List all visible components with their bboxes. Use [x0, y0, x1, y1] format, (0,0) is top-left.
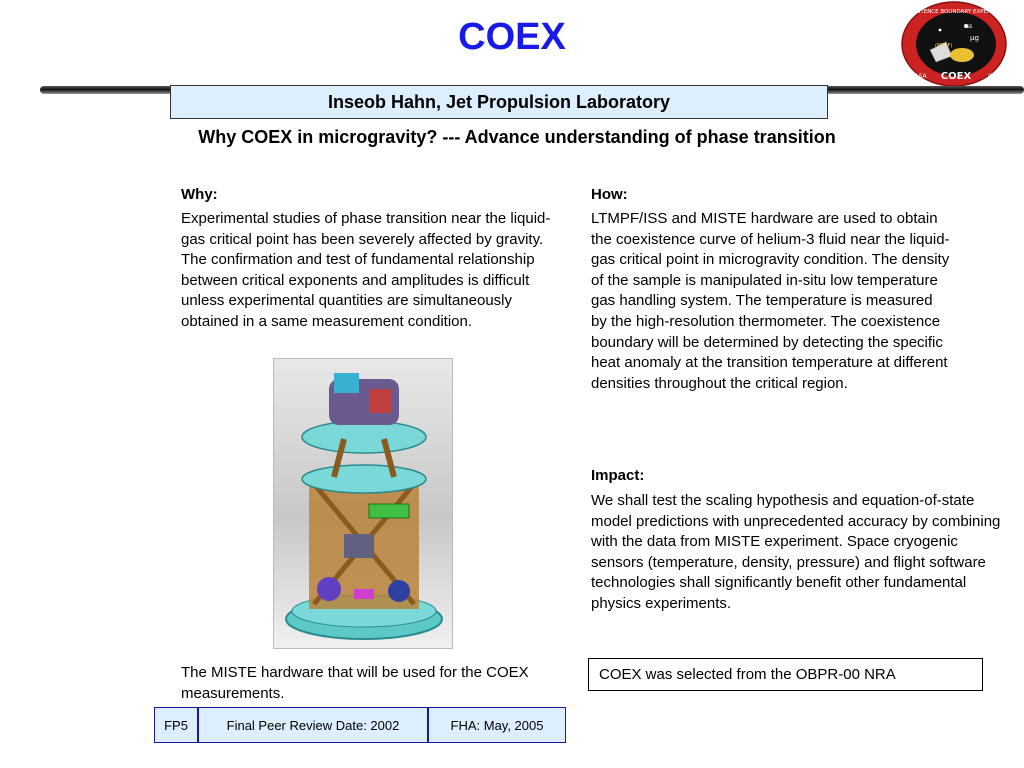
footer-fp-cell: FP5	[154, 707, 198, 743]
author-text: Inseob Hahn, Jet Propulsion Laboratory	[327, 91, 671, 112]
impact-heading: Impact:	[591, 467, 645, 484]
why-paragraph: Experimental studies of phase transition near the liquid-gas critical point has been severely affected by gravity. The confirmation and test of fundamental relationship between critical exponents and amplitudes is difficult unless experimental quantities are simultaneously obtained in a same measurement condition.	[181, 210, 551, 330]
logo-ring-text: COEXISTENCE BOUNDARY EXPERIMENT	[900, 9, 1008, 15]
page-title: COEX	[458, 16, 566, 58]
miste-hardware-illustration	[274, 359, 454, 650]
footer-review-date-cell: Final Peer Review Date: 2002	[198, 707, 428, 743]
impact-paragraph: We shall test the scaling hypothesis and equation-of-state model predictions with unprecedented accuracy by combining with the data from MISTE experiment. Space cryogenic sensors (temperature, density, pressure) and flight software technologies shall significantly benefit other fundamental physics experiments.	[591, 492, 1001, 612]
how-paragraph: LTMPF/ISS and MISTE hardware are used to obtain the coexistence curve of helium-3 fluid near the liquid-gas critical point in microgravity condition. The density of the sample is manipulated in-situ low temperature gas handling system. The temperature is measured by the high-resolution thermometer. The coexistence boundary will be determined by detecting the specific heat anomaly at the transition temperature at different densities throughout the critical region.	[591, 210, 950, 392]
logo-symbol-mpef: (MPEF)	[935, 43, 953, 49]
subtitle: Why COEX in microgravity? --- Advance understanding of phase transition	[198, 127, 836, 147]
logo-name: COEX	[940, 71, 972, 82]
coex-mission-logo	[900, 0, 1008, 88]
nra-text: COEX was selected from the OBPR-00 NRA	[599, 666, 896, 683]
footer-info-bar	[154, 707, 566, 743]
logo-symbol-mug: μg	[970, 34, 979, 42]
logo-symbol-ss: ss	[966, 23, 973, 30]
miste-hardware-image	[273, 358, 453, 649]
author-banner	[170, 85, 828, 119]
footer-fha-cell: FHA: May, 2005	[428, 707, 566, 743]
why-heading: Why:	[181, 186, 218, 203]
figure-caption: The MISTE hardware that will be used for the COEX measurements.	[181, 664, 529, 702]
nra-selection-box	[588, 658, 983, 691]
logo-jpl-label: JPL	[988, 73, 997, 80]
logo-nasa-label: NASA	[910, 73, 927, 80]
how-heading: How:	[591, 186, 628, 203]
